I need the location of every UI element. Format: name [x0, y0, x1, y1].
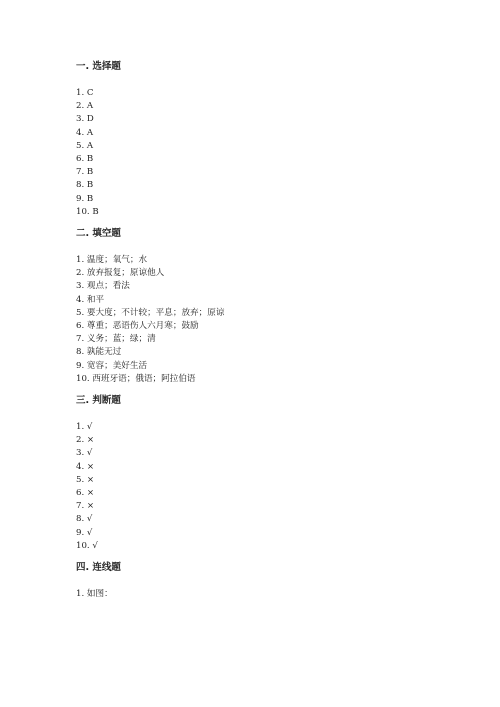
list-item: 3. √: [76, 448, 93, 459]
list-item: 10. 西班牙语；俄语；阿拉伯语: [76, 373, 196, 384]
list-item: 6. ×: [76, 488, 95, 498]
list-item: 2. ×: [76, 435, 95, 446]
list-item: 9. B: [76, 193, 94, 204]
list-item: 4. A: [76, 127, 94, 138]
section-title-fill-blank: 二. 填空题: [76, 228, 121, 239]
list-item: 5. 要大度；不计较；平息；放弃；原谅: [76, 307, 225, 318]
list-item: 10. B: [76, 206, 99, 217]
list-item: 3. 观点；看法: [76, 281, 130, 292]
list-item: 9. √: [76, 527, 93, 538]
list-item: 1. 如图：: [76, 589, 113, 599]
section-title-matching: 四. 连线题: [76, 562, 121, 573]
section-title-choice: 一. 选择题: [76, 61, 121, 72]
list-item: 7. 义务；蓝；绿；清: [76, 334, 156, 345]
list-item: 6. 尊重；恶语伤人六月寒；鼓励: [76, 321, 199, 331]
list-item: 4. 和平: [76, 294, 105, 305]
list-item: 9. 宽容；美好生活: [76, 360, 148, 371]
list-item: 3. D: [76, 114, 94, 125]
list-item: 10. √: [76, 540, 98, 551]
list-item: 8. 孰能无过: [76, 347, 122, 358]
list-item: 2. A: [76, 101, 94, 112]
list-item: 5. ×: [76, 474, 95, 485]
list-item: 1. C: [76, 88, 94, 98]
list-item: 4. ×: [76, 461, 95, 472]
list-item: 7. ×: [76, 501, 95, 512]
list-item: 8. B: [76, 180, 94, 191]
list-item: 8. √: [76, 514, 93, 525]
list-item: 7. B: [76, 167, 94, 178]
list-item: 1. √: [76, 422, 93, 432]
list-item: 1. 温度；氧气；水: [76, 255, 148, 265]
section-title-true-false: 三. 判断题: [76, 395, 121, 406]
list-item: 6. B: [76, 154, 94, 164]
list-item: 2. 放弃报复；原谅他人: [76, 268, 165, 279]
list-item: 5. A: [76, 140, 94, 151]
